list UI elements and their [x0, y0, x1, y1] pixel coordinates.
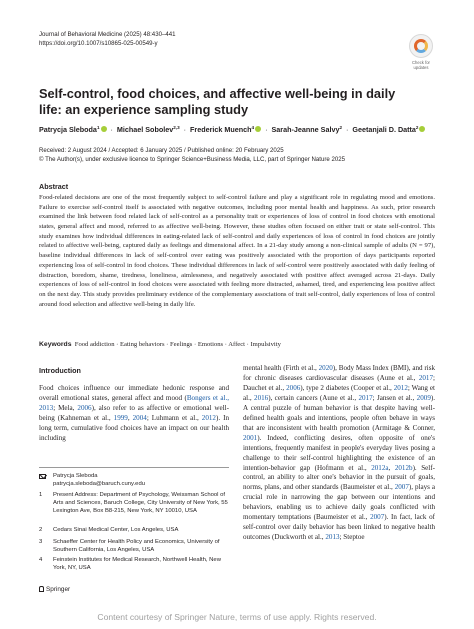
springer-horse-icon — [39, 586, 44, 592]
citation-link[interactable]: 2013 — [325, 533, 340, 542]
affiliation-footnote — [39, 527, 229, 535]
corresponding-author-email[interactable]: patrycja.sleboda@baruch.cuny.edu — [53, 480, 145, 487]
affiliation-number: 1 — [39, 492, 43, 498]
citation-link[interactable]: 2017 — [418, 373, 434, 382]
affiliation-number: 4 — [39, 557, 43, 563]
envelope-icon — [39, 474, 46, 479]
abstract-text: Food-related decisions are one of the most frequently subject to self-control failure and play a significant role in regulating mood and emotions. Failure to exercise self-control itself is associated with negative outcomes, including poor mental health and happiness. As such, prior research examined the link between food related lack of self-control as a personality trait or experiences of loss of control in food choices with emotional states, general affect and mood, referred to as affective well-being. However, these studies often focused on either trait or state self-control. This study examines how individual differences in eating-related lack of self-control and daily experiences of loss of control in food choices are jointly related to affective well-being, captured daily as feelings and dimensional affect. In a 21-day study among a non-clinical sample of adults (N = 97), baseline individual differences in lack of self-control over eating was positively associated with the proportion of days participants reported experiencing loss of self-control in food choices. These individual differences in lack of self-control were positively associated with daily feeling of distraction, boredom, shame, tiredness, loneliness, aimlessness, and negatively associated with positive affect averaged across 21-days. Daily experiences of loss of self-control in food choices were associated with feeling more distracted, ashamed, tired, and experiencing less positive affect on the next day. This study provides preliminary evidence of the complementary associations of trait self-control, daily experiences of loss of control around food selection and affective well-being in daily life. — [39, 194, 435, 308]
affiliation-footnote — [39, 557, 229, 573]
citation-link[interactable]: 2012a — [371, 463, 389, 472]
body-text: ; Dauchet et al., — [243, 373, 435, 392]
body-text: ). Self-control, an ability to alter one's behavior in the pursuit of goals, norms, plans, and other standards (Baumeister et al., — [243, 463, 436, 492]
body-text: ; Mela, — [53, 403, 78, 412]
body-text: , — [127, 413, 133, 422]
body-text: , — [388, 463, 395, 472]
body-text: mental health (Firth et al., — [243, 364, 319, 372]
orcid-icon[interactable] — [255, 126, 261, 132]
citation-link[interactable]: 2006 — [77, 403, 92, 412]
journal-header — [39, 31, 176, 49]
received-accepted-line: Received: 2 August 2024 / Accepted: 6 January 2025 / Published online: 20 February 2025 — [39, 147, 284, 154]
citation-link[interactable]: 2012 — [393, 383, 408, 392]
citation-link[interactable]: 2012b — [394, 463, 413, 472]
author-affiliation-sup: 1 — [96, 125, 100, 130]
author-affiliation-sup: 4 — [251, 125, 255, 130]
citation-link[interactable]: 2007 — [370, 513, 385, 522]
citation-link[interactable]: 2016 — [254, 393, 269, 402]
check-for-updates-badge[interactable] — [403, 34, 439, 70]
citation-link[interactable]: Bongers et al., 2013 — [39, 393, 229, 412]
publisher-mark — [39, 586, 70, 593]
author-affiliation-sup: 2 — [415, 125, 419, 130]
publication-dates — [39, 147, 345, 164]
body-text: ; Jansen et al., — [372, 393, 417, 402]
footnote-divider — [39, 467, 229, 468]
orcid-icon[interactable] — [101, 126, 107, 132]
introduction-right-column — [243, 364, 435, 543]
body-text: ), plays a crucial role in narrowing the gap between our intentions and behaviors, enabling us to achieve daily goals conflicted with momentary temptations (Baumeister et al., — [243, 483, 435, 522]
author-name[interactable]: Frederick Muench — [190, 125, 252, 134]
citation-link[interactable]: 2009 — [416, 393, 431, 402]
courtesy-notice: Content courtesy of Springer Nature, terms of use apply. Rights reserved. — [97, 612, 377, 622]
citation-link[interactable]: 2007 — [394, 483, 409, 492]
author-separator: · — [346, 125, 349, 134]
citation-link[interactable]: 1999 — [113, 413, 128, 422]
citation-link[interactable]: 2004 — [132, 413, 147, 422]
keywords-items: Food addiction · Eating behaviors · Feelings · Emotions · Affect · Impulsivity — [74, 341, 281, 348]
publisher-name: Springer — [46, 586, 71, 593]
body-text: Food choices influence our immediate hedonic response and overall emotional states, general affect and mood ( — [39, 384, 229, 402]
author-affiliation-sup: 2 — [339, 125, 342, 130]
body-text: ). Indeed, conflicting desires, often opposite of one's intentions, frequently manifest in people's everyday lives posing a challenge to their self-control highlighting the existence of an intention-behavior gap (Hofmann et al., — [243, 433, 435, 472]
doi-link[interactable]: https://doi.org/10.1007/s10865-025-00549-y — [39, 39, 158, 47]
body-text: ), Body Mass Index (BMI), and risk for chronic diseases cardiovascular diseases (Aune et al., — [243, 364, 436, 382]
keywords-line — [39, 341, 281, 348]
affiliation-text: Present Address: Department of Psychology, Weissman School of Arts and Sciences, Baruch College, City University of New York, 55 Lexington Ave, Box B8-215, New York, NY 10010, USA — [53, 492, 228, 514]
affiliation-number: 2 — [39, 527, 43, 533]
article-title: Self-control, food choices, and affective well-being in daily life: an experience sampling study — [39, 86, 396, 117]
affiliation-footnote — [39, 539, 229, 555]
affiliation-text: Cedars Sinai Medical Center, Los Angeles, USA — [53, 527, 179, 533]
body-text: ), type 2 diabetes (Cooper et al., — [300, 383, 394, 392]
author-name[interactable]: Patrycja Sleboda — [39, 125, 97, 134]
keywords-label: Keywords — [39, 341, 72, 348]
affiliation-number: 3 — [39, 539, 43, 545]
check-updates-line2: updates — [413, 65, 429, 70]
citation-link[interactable]: 2006 — [286, 383, 301, 392]
introduction-heading: Introduction — [39, 366, 81, 375]
author-list — [39, 125, 459, 134]
introduction-left-column — [39, 384, 229, 444]
corresponding-author-note — [39, 473, 229, 489]
body-text: ; Wang et al., — [243, 383, 435, 402]
corresponding-author-name: Patrycja Sleboda — [53, 473, 98, 479]
citation-link[interactable]: 2001 — [243, 433, 258, 442]
check-updates-icon — [409, 34, 433, 58]
author-name[interactable]: Geetanjali D. Datta — [352, 125, 416, 134]
affiliation-footnote — [39, 492, 229, 516]
body-text: ). In long term, cumulative food choices have an impact on our health including — [39, 413, 229, 442]
journal-citation: Journal of Behavioral Medicine (2025) 48:430–441 — [39, 31, 176, 38]
body-text: ; Luhmann et al., — [146, 413, 202, 422]
citation-link[interactable]: 2017 — [358, 393, 373, 402]
body-text: ). In fact, lack of self-control over daily behavior has been linked to negative health outcomes (Duckworth et al., — [243, 513, 435, 542]
author-separator: · — [265, 125, 268, 134]
body-text: ; Steptoe — [339, 533, 365, 542]
body-text: ). A central puzzle of human behavior is that despite having well-defined health goals and intentions, people often behave in ways that are inconsistent with health promotion (Armitage & Conner, — [243, 393, 435, 432]
affiliation-text: Schaeffer Center for Health Policy and Economics, University of Southern California, Los Angeles, USA — [53, 539, 220, 553]
check-updates-line1: Check for — [412, 60, 430, 65]
copyright-line: © The Author(s), under exclusive licence to Springer Science+Business Media, LLC, part of Springer Nature 2025 — [39, 155, 346, 163]
orcid-icon[interactable] — [419, 126, 425, 132]
body-text: ), also refer to as affective or emotional well-being (Kahneman et al., — [39, 403, 229, 422]
citation-link[interactable]: 2012 — [201, 413, 216, 422]
author-separator: · — [110, 125, 113, 134]
abstract-heading: Abstract — [39, 182, 69, 191]
affiliation-text: Feinstein Institutes for Medical Research, Northwell Health, New York, NY, USA — [53, 557, 221, 571]
author-affiliation-sup: 2,3 — [173, 125, 180, 130]
author-name[interactable]: Michael Sobolev — [116, 125, 174, 134]
body-text: ), certain cancers (Aune et al., — [268, 393, 359, 402]
author-name[interactable]: Sarah-Jeanne Salvy — [271, 125, 340, 134]
citation-link[interactable]: 2020 — [318, 364, 333, 372]
author-separator: · — [183, 125, 187, 134]
